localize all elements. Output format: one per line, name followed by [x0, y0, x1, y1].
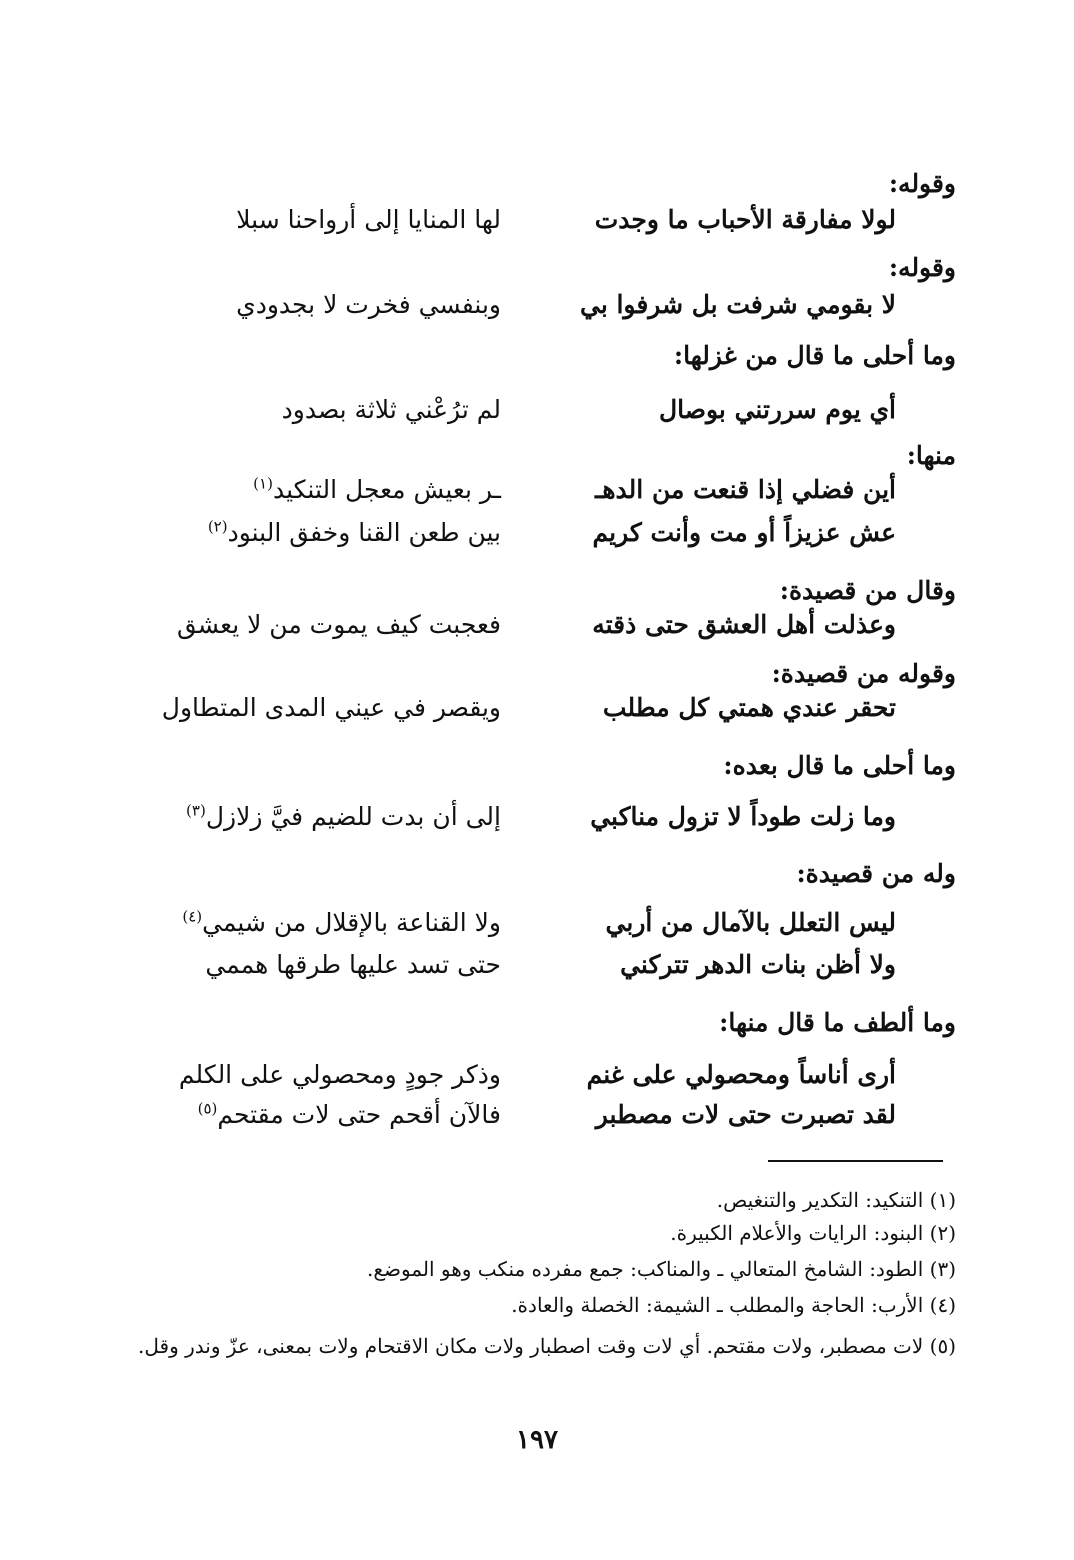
verse-second-hemistich [171, 513, 501, 553]
footnote-ref: (٥) [197, 1099, 218, 1118]
section-heading: وما أحلى ما قال من غزلها: [673, 341, 956, 370]
verse-second-hemistich: ويقصر في عيني المدى المتطاول [161, 693, 501, 722]
verse-line [136, 285, 896, 325]
verse-second-hemistich [171, 903, 501, 943]
verse-first-hemistich: لقد تصبرت حتى لات مصطبر [595, 1100, 896, 1129]
verse-line [136, 470, 896, 510]
verse-second-text: فالآن أقحم حتى لات مقتحم [217, 1100, 501, 1129]
verse-first-hemistich: أين فضلي إذا قنعت من الدهـ [595, 475, 896, 504]
section-heading: وقوله: [888, 253, 956, 282]
verse-line [136, 1055, 896, 1095]
verse-first-hemistich: وما زلت طوداً لا تزول مناكبي [590, 802, 896, 831]
page-number: ١٩٧ [516, 1425, 558, 1455]
footnote-divider [768, 1160, 943, 1162]
verse-second-hemistich: وذكر جودٍ ومحصولي على الكلم [178, 1060, 501, 1089]
footnote-ref: (٢) [207, 517, 228, 536]
footnote: (٥) لات مصطبر، ولات مقتحم. أي لات وقت اصطبار ولات مكان الاقتحام ولات بمعنى، عزّ وندر وقل. [138, 1334, 956, 1358]
section-heading: وقوله: [888, 169, 956, 198]
footnote-ref: (١) [253, 474, 273, 493]
footnote: (١) التنكيد: التكدير والتنغيص. [716, 1188, 956, 1212]
verse-first-hemistich: ولا أظن بنات الدهر تتركني [620, 950, 896, 979]
verse-second-hemistich: لم ترُعْني ثلاثة بصدود [281, 395, 501, 424]
verse-line [136, 945, 896, 985]
verse-line [136, 903, 896, 943]
verse-line [136, 1095, 896, 1135]
footnote: (٢) البنود: الرايات والأعلام الكبيرة. [670, 1221, 956, 1245]
verse-line [136, 605, 896, 645]
verse-second-hemistich: حتى تسد عليها طرقها هممي [205, 950, 501, 979]
verse-second-hemistich [171, 797, 501, 837]
section-heading: وما ألطف ما قال منها: [719, 1008, 956, 1037]
verse-first-hemistich: ليس التعلل بالآمال من أربي [605, 908, 896, 937]
section-heading: وقوله من قصيدة: [771, 659, 956, 688]
verse-second-text: ولا القناعة بالإقلال من شيمي [202, 908, 501, 937]
verse-line [136, 797, 896, 837]
verse-first-hemistich: وعذلت أهل العشق حتى ذقته [592, 610, 896, 639]
section-heading: وما أحلى ما قال بعده: [723, 751, 956, 780]
verse-line [136, 200, 896, 240]
verse-second-hemistich [171, 470, 501, 510]
verse-second-text: بين طعن القنا وخفق البنود [227, 518, 501, 547]
section-heading: منها: [906, 441, 956, 470]
footnote-ref: (٤) [182, 907, 203, 926]
verse-second-hemistich [171, 1095, 501, 1135]
verse-line [136, 513, 896, 553]
verse-line [136, 688, 896, 728]
verse-second-hemistich: لها المنايا إلى أرواحنا سبلا [236, 205, 501, 234]
footnote: (٤) الأرب: الحاجة والمطلب ـ الشيمة: الخصلة والعادة. [511, 1293, 956, 1317]
verse-first-hemistich: أي يوم سررتني بوصال [658, 395, 896, 424]
verse-first-hemistich: تحقر عندي همتي كل مطلب [602, 693, 896, 722]
verse-second-text: إلى أن بدت للضيم فيَّ زلازل [205, 802, 501, 831]
verse-second-text: ـر بعيش معجل التنكيد [272, 475, 501, 504]
verse-line [136, 390, 896, 430]
verse-second-hemistich: وبنفسي فخرت لا بجدودي [236, 290, 501, 319]
verse-first-hemistich: أرى أناساً ومحصولي على غنم [586, 1060, 896, 1089]
verse-first-hemistich: لا بقومي شرفت بل شرفوا بي [579, 290, 896, 319]
verse-second-hemistich: فعجبت كيف يموت من لا يعشق [176, 610, 501, 639]
verse-first-hemistich: لولا مفارقة الأحباب ما وجدت [594, 205, 896, 234]
verse-first-hemistich: عش عزيزاً أو مت وأنت كريم [592, 518, 896, 547]
footnote-ref: (٣) [186, 801, 206, 820]
footnote: (٣) الطود: الشامخ المتعالي ـ والمناكب: جمع مفرده منكب وهو الموضع. [366, 1257, 956, 1281]
section-heading: وله من قصيدة: [796, 859, 956, 888]
section-heading: وقال من قصيدة: [779, 576, 956, 605]
